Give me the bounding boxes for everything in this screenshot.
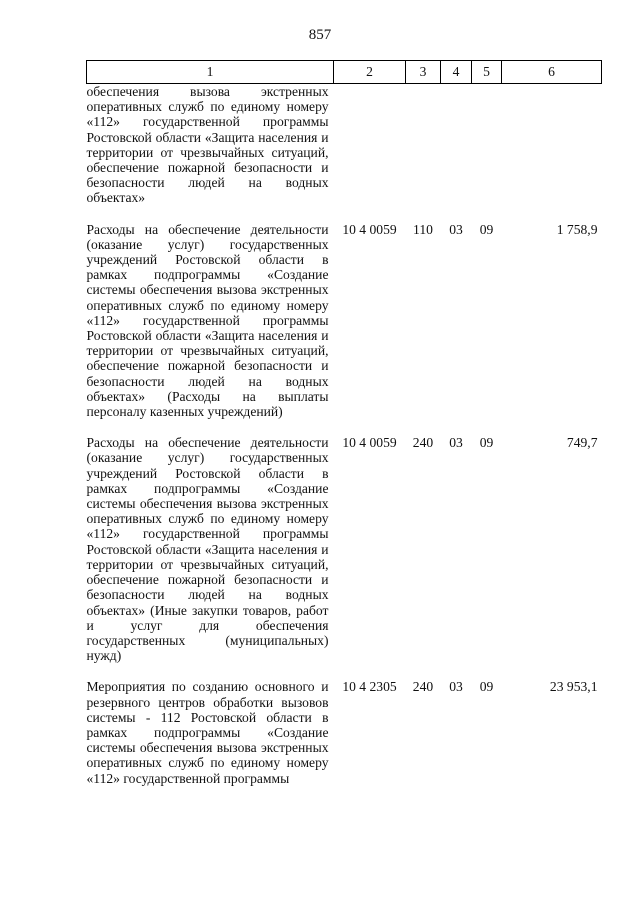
row-pr: 09 [479,679,494,695]
row-description: обеспечения вызова экстренных оперативных служб по единому номеру «112» государственной программы Ростовской области «Защита населения и территории от чрезвычайных ситуаций, обеспечение пожарной безопасности и безопасности людей на водных объектах» [86,84,329,206]
row-sum: 1 758,9 [556,221,598,237]
header-cell: 1 [87,61,334,84]
row-sum: 749,7 [566,435,598,451]
header-cell: 3 [406,61,441,84]
row-description: Расходы на обеспечение деятельности (оказание услуг) государственных учреждений Ростовской области в рамках подпрограммы «Создание системы обеспечения вызова экстренных оперативных служб по единому номеру «112» государственной программы Ростовской области «Защита населения и территории от чрезвычайных ситуаций, обеспечение пожарной безопасности и безопасности людей на водных объектах» (Расходы на выплаты персоналу казенных учреждений) [86,221,329,420]
table-row [87,435,602,663]
row-code: 10 4 2305 [342,679,397,695]
row-rz: 03 [449,679,463,695]
table-row [87,679,602,785]
row-pr: 09 [479,435,494,451]
row-code [334,84,406,206]
row-pr [472,84,502,206]
row-code: 10 4 0059 [342,221,397,237]
row-rz: 03 [449,435,463,451]
row-vr: 110 [413,221,433,237]
row-rz: 03 [449,221,463,237]
row-rz [441,84,472,206]
budget-table [86,60,602,786]
row-sum [502,84,602,206]
header-cell: 2 [334,61,406,84]
row-vr: 240 [412,679,434,695]
row-description: Расходы на обеспечение деятельности (оказание услуг) государственных учреждений Ростовской области в рамках подпрограммы «Создание системы обеспечения вызова экстренных оперативных служб по единому номеру «112» государственной программы Ростовской области «Защита населения и территории от чрезвычайных ситуаций, обеспечение пожарной безопасности и безопасности людей на водных объектах» (Иные закупки товаров, работ и услуг для обеспечения государственных (муниципальных) нужд) [86,435,329,664]
row-description: Мероприятия по созданию основного и резервного центров обработки вызовов системы - 112 Ростовской области в рамках подпрограммы «Создание системы обеспечения вызова экстренных оперативных служб по единому номеру «112» государственной программы [86,679,329,786]
row-sum: 23 953,1 [549,679,598,695]
header-cell: 6 [502,61,602,84]
table-row [87,222,602,420]
table-row [87,84,602,206]
page-number: 857 [308,27,332,43]
row-vr: 240 [412,435,434,451]
row-pr: 09 [479,221,494,237]
row-code: 10 4 0059 [342,435,397,451]
header-cell: 5 [472,61,502,84]
header-cell: 4 [441,61,472,84]
row-vr [406,84,441,206]
table-header-row [87,61,602,84]
